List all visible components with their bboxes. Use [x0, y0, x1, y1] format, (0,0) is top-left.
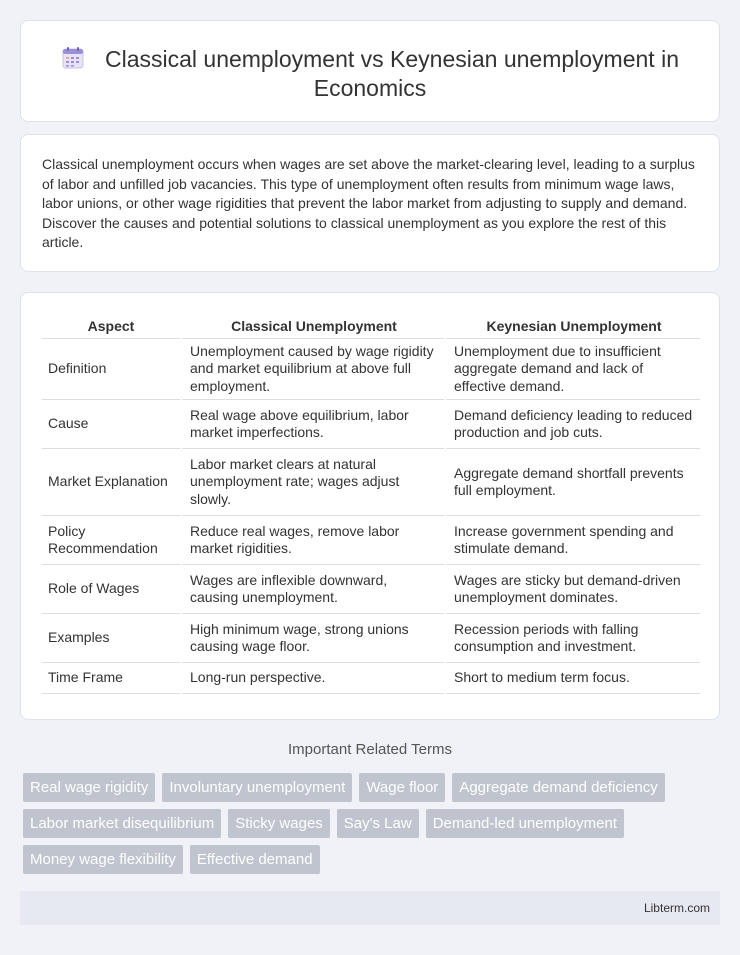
cell-keynesian: Increase government spending and stimulate demand. [444, 516, 700, 565]
table-header-row [42, 317, 700, 339]
cell-aspect: Cause [42, 400, 180, 449]
table-row [42, 663, 700, 694]
tag-demand-led-unemployment[interactable]: Demand-led unemployment [426, 809, 624, 838]
cell-aspect: Policy Recommendation [42, 516, 180, 565]
cell-classical: Unemployment caused by wage rigidity and market equilibrium at above full employment. [180, 339, 444, 401]
page-title-row [21, 45, 719, 103]
page-title: Classical unemployment vs Keynesian unemployment in Economics [104, 46, 679, 101]
cell-keynesian: Short to medium term focus. [444, 663, 700, 694]
cell-classical: Reduce real wages, remove labor market rigidities. [180, 516, 444, 565]
table-row [42, 565, 700, 614]
cell-classical: High minimum wage, strong unions causing wage floor. [180, 614, 444, 663]
tag-wage-floor[interactable]: Wage floor [359, 773, 445, 802]
table-row [42, 339, 700, 401]
tag-real-wage-rigidity[interactable]: Real wage rigidity [23, 773, 155, 802]
comparison-table [42, 317, 700, 694]
cell-keynesian: Unemployment due to insufficient aggregate demand and lack of effective demand. [444, 339, 700, 401]
cell-aspect: Role of Wages [42, 565, 180, 614]
header-classical: Classical Unemployment [180, 317, 444, 339]
table-row [42, 516, 700, 565]
tag-aggregate-demand-deficiency[interactable]: Aggregate demand deficiency [452, 773, 664, 802]
tag-involuntary-unemployment[interactable]: Involuntary unemployment [162, 773, 352, 802]
cell-keynesian: Wages are sticky but demand-driven unemployment dominates. [444, 565, 700, 614]
footer-site-link[interactable]: Libterm.com [643, 901, 710, 915]
table-row [42, 449, 700, 516]
header-keynesian: Keynesian Unemployment [444, 317, 700, 339]
cell-aspect: Market Explanation [42, 449, 180, 516]
cell-aspect: Examples [42, 614, 180, 663]
cell-aspect: Time Frame [42, 663, 180, 694]
tag-sticky-wages[interactable]: Sticky wages [228, 809, 330, 838]
tag-effective-demand[interactable]: Effective demand [190, 845, 320, 874]
cell-keynesian: Aggregate demand shortfall prevents full employment. [444, 449, 700, 516]
cell-classical: Labor market clears at natural unemployment rate; wages adjust slowly. [180, 449, 444, 516]
cell-classical: Long-run perspective. [180, 663, 444, 694]
cell-classical: Wages are inflexible downward, causing unemployment. [180, 565, 444, 614]
cell-keynesian: Demand deficiency leading to reduced production and job cuts. [444, 400, 700, 449]
header-card [20, 20, 720, 122]
tag-money-wage-flexibility[interactable]: Money wage flexibility [23, 845, 183, 874]
tag-says-law[interactable]: Say's Law [337, 809, 419, 838]
comparison-card [20, 292, 720, 720]
cell-keynesian: Recession periods with falling consumption and investment. [444, 614, 700, 663]
cell-classical: Real wage above equilibrium, labor market imperfections. [180, 400, 444, 449]
related-terms-heading: Important Related Terms [288, 741, 452, 758]
header-aspect: Aspect [42, 317, 180, 339]
intro-paragraph: Classical unemployment occurs when wages are set above the market-clearing level, leading to a surplus of labor and unfilled job vacancies. This type of unemployment often results from minimum wage laws, labor unions, or other wage rigidities that prevent the labor market from adjusting to supply and demand. Discover the causes and potential solutions to classical unemployment as you explore the rest of this article. [42, 156, 695, 251]
table-row [42, 400, 700, 449]
related-terms-tags [23, 773, 723, 881]
intro-card [20, 134, 720, 272]
table-row [42, 614, 700, 663]
footer [20, 891, 720, 925]
cell-aspect: Definition [42, 339, 180, 401]
calendar-icon [61, 46, 85, 70]
tag-labor-market-disequilibrium[interactable]: Labor market disequilibrium [23, 809, 221, 838]
